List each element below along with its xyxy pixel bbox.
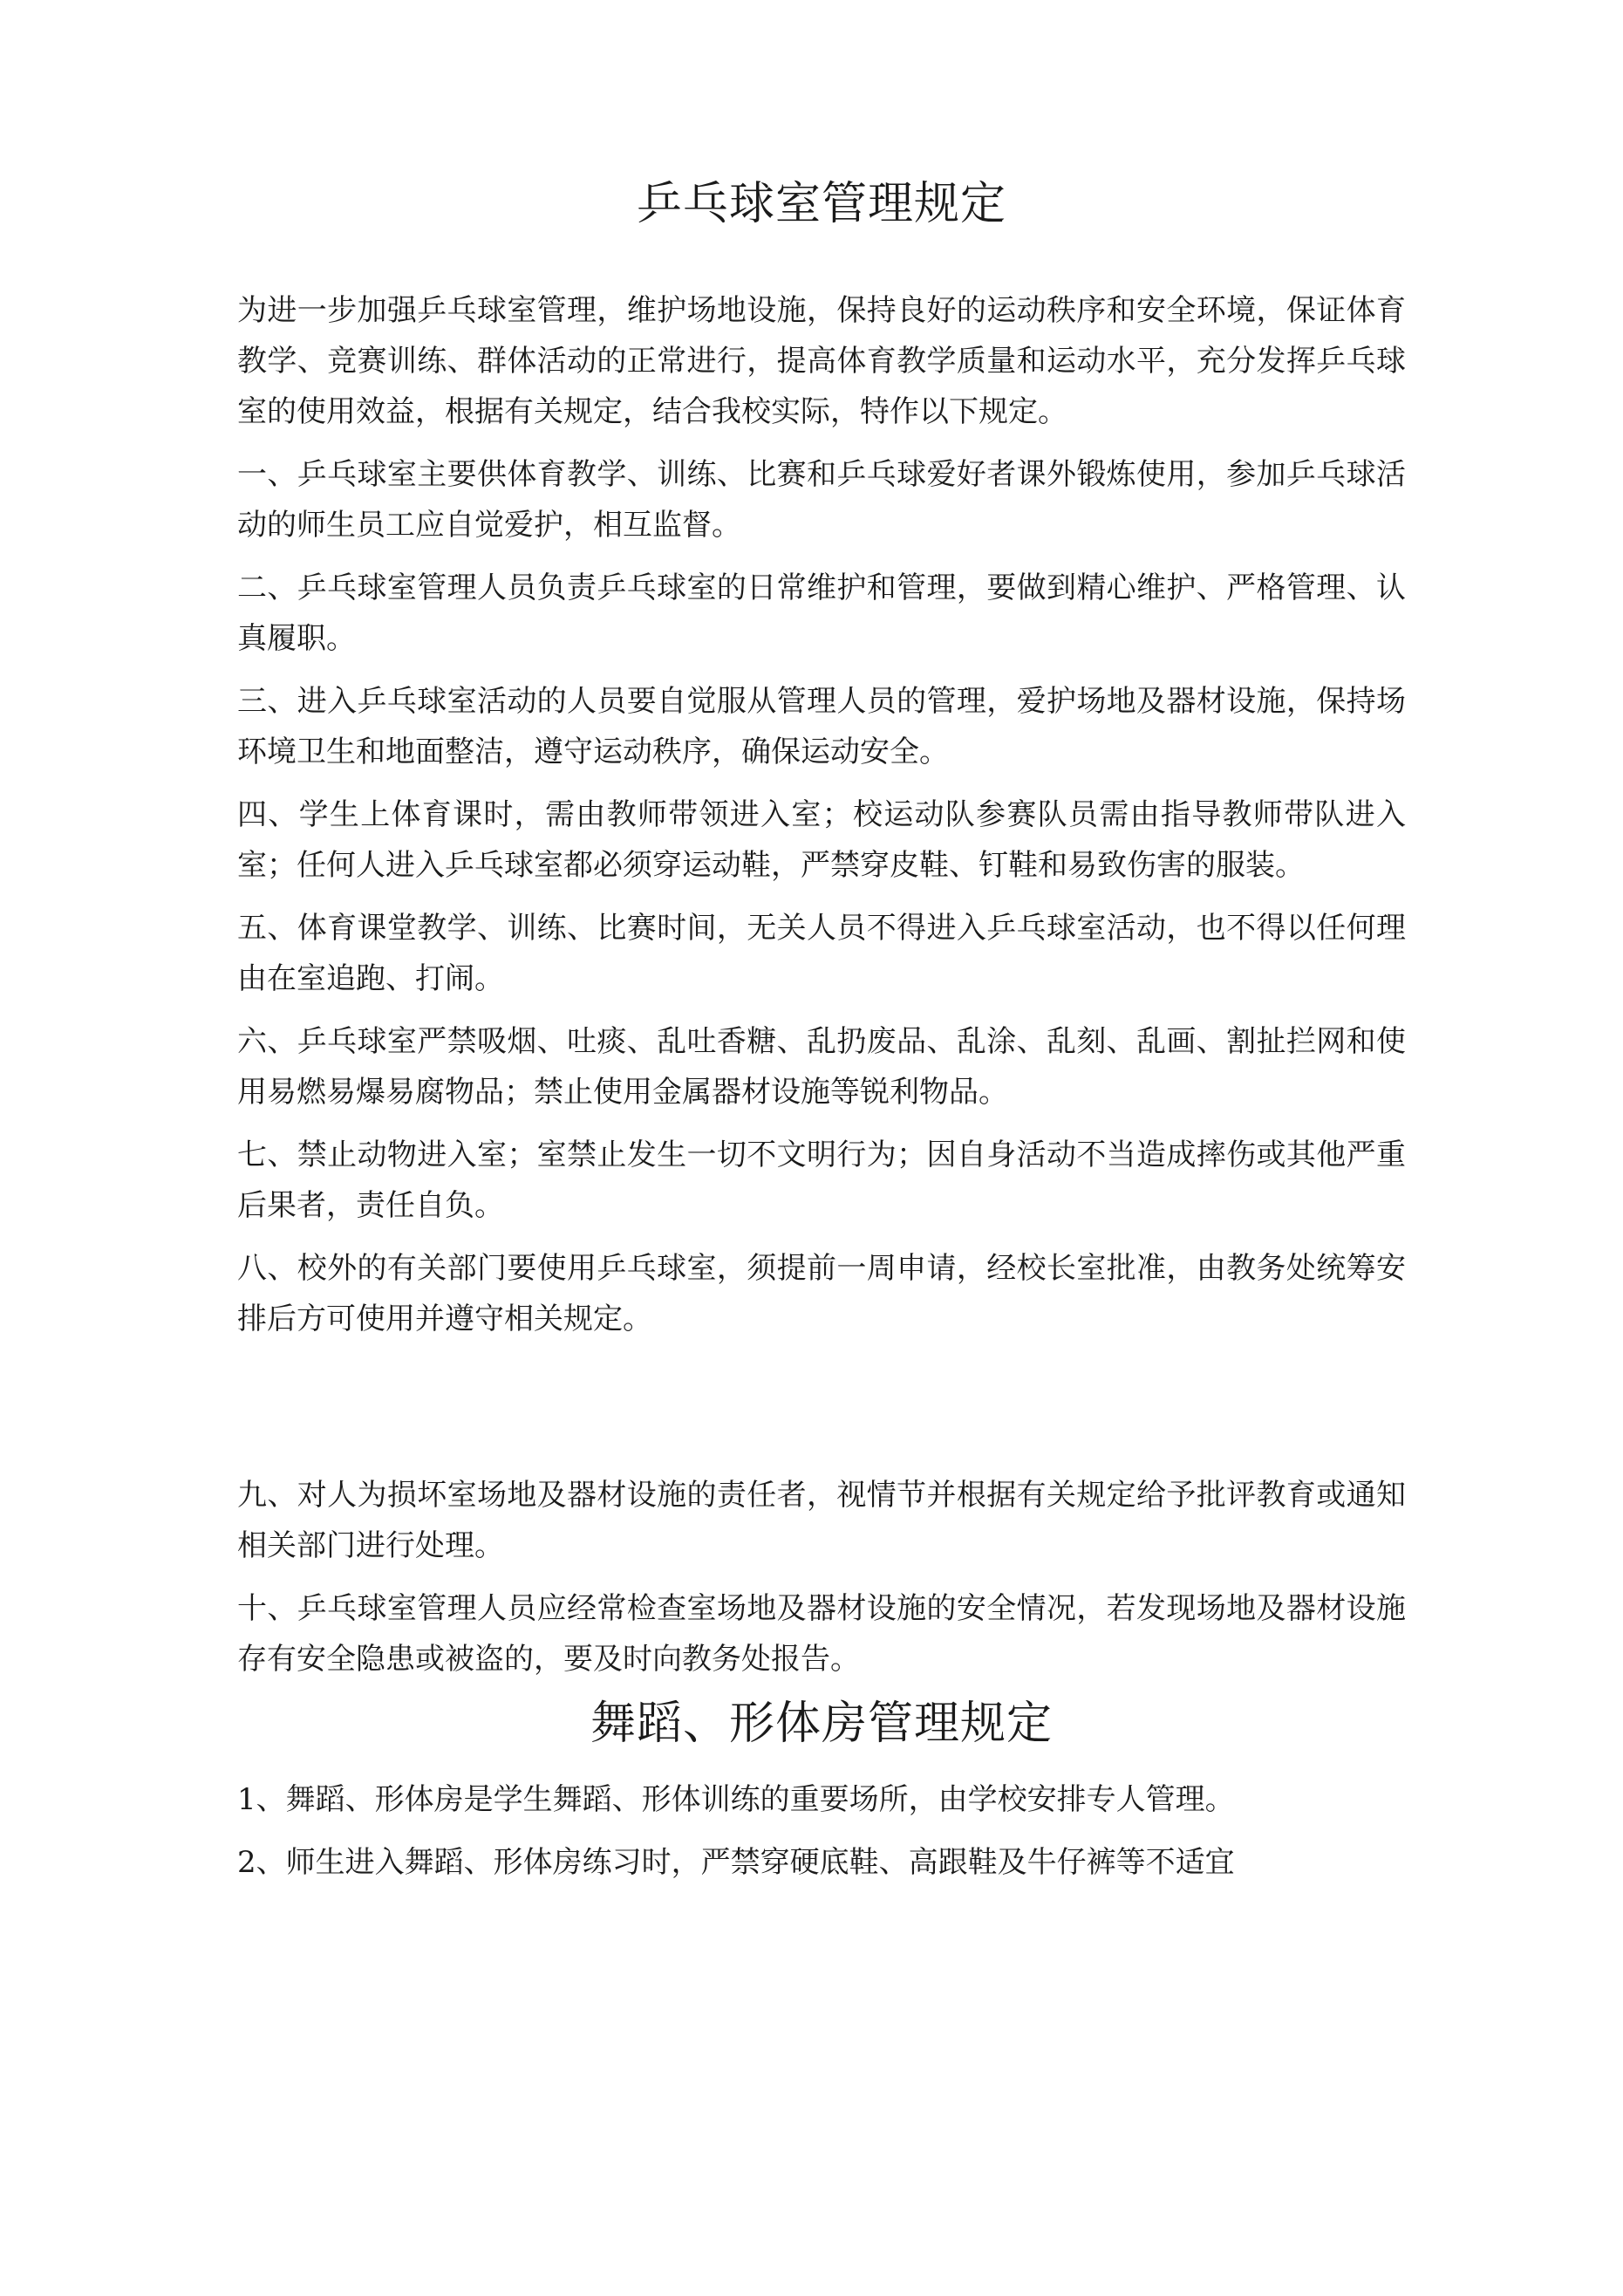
dance-rule-1: 1、舞蹈、形体房是学生舞蹈、形体训练的重要场所，由学校安排专人管理。 <box>237 1781 1235 1817</box>
rule-5: 五、体育课堂教学、训练、比赛时间，无关人员不得进入乒乓球室活动，也不得以任何理由在室追跑、打闹。 <box>237 911 1406 997</box>
section-title-dance-room: 舞蹈、形体房管理规定 <box>590 1698 1053 1751</box>
rule-3: 三、进入乒乓球室活动的人员要自觉服从管理人员的管理，爱护场地及器材设施，保持场环境卫生和地面整洁，遵守运动秩序，确保运动安全。 <box>237 684 1406 770</box>
document-page <box>237 166 1406 1900</box>
rule-2: 二、乒乓球室管理人员负责乒乓球室的日常维护和管理，要做到精心维护、严格管理、认真履职。 <box>237 571 1406 657</box>
intro-paragraph: 为进一步加强乒乓球室管理，维护场地设施，保持良好的运动秩序和安全环境，保证体育教学、竞赛训练、群体活动的正常进行，提高体育教学质量和运动水平，充分发挥乒乓球室的使用效益，根据有关规定，结合我校实际，特作以下规定。 <box>237 293 1406 430</box>
rule-1: 一、乒乓球室主要供体育教学、训练、比赛和乒乓球爱好者课外锻炼使用，参加乒乓球活动的师生员工应自觉爱护，相互监督。 <box>237 457 1406 543</box>
document-title: 乒乓球室管理规定 <box>636 178 1006 230</box>
rule-4: 四、学生上体育课时，需由教师带领进入室；校运动队参赛队员需由指导教师带队进入室；任何人进入乒乓球室都必须穿运动鞋，严禁穿皮鞋、钉鞋和易致伤害的服装。 <box>237 797 1406 884</box>
rule-10: 十、乒乓球室管理人员应经常检查室场地及器材设施的安全情况，若发现场地及器材设施存有安全隐患或被盗的，要及时向教务处报告。 <box>237 1591 1406 1678</box>
dance-rule-2: 2、师生进入舞蹈、形体房练习时，严禁穿硬底鞋、高跟鞋及牛仔裤等不适宜 <box>237 1844 1235 1880</box>
rule-6: 六、乒乓球室严禁吸烟、吐痰、乱吐香糖、乱扔废品、乱涂、乱刻、乱画、割扯拦网和使用易燃易爆易腐物品；禁止使用金属器材设施等锐利物品。 <box>237 1024 1406 1110</box>
rule-9: 九、对人为损坏室场地及器材设施的责任者，视情节并根据有关规定给予批评教育或通知相关部门进行处理。 <box>237 1478 1406 1564</box>
blank-space <box>237 1356 1406 1470</box>
rule-7: 七、禁止动物进入室；室禁止发生一切不文明行为；因自身活动不当造成摔伤或其他严重后果者，责任自负。 <box>237 1138 1406 1224</box>
rule-8: 八、校外的有关部门要使用乒乓球室，须提前一周申请，经校长室批准，由教务处统筹安排后方可使用并遵守相关规定。 <box>237 1251 1406 1337</box>
